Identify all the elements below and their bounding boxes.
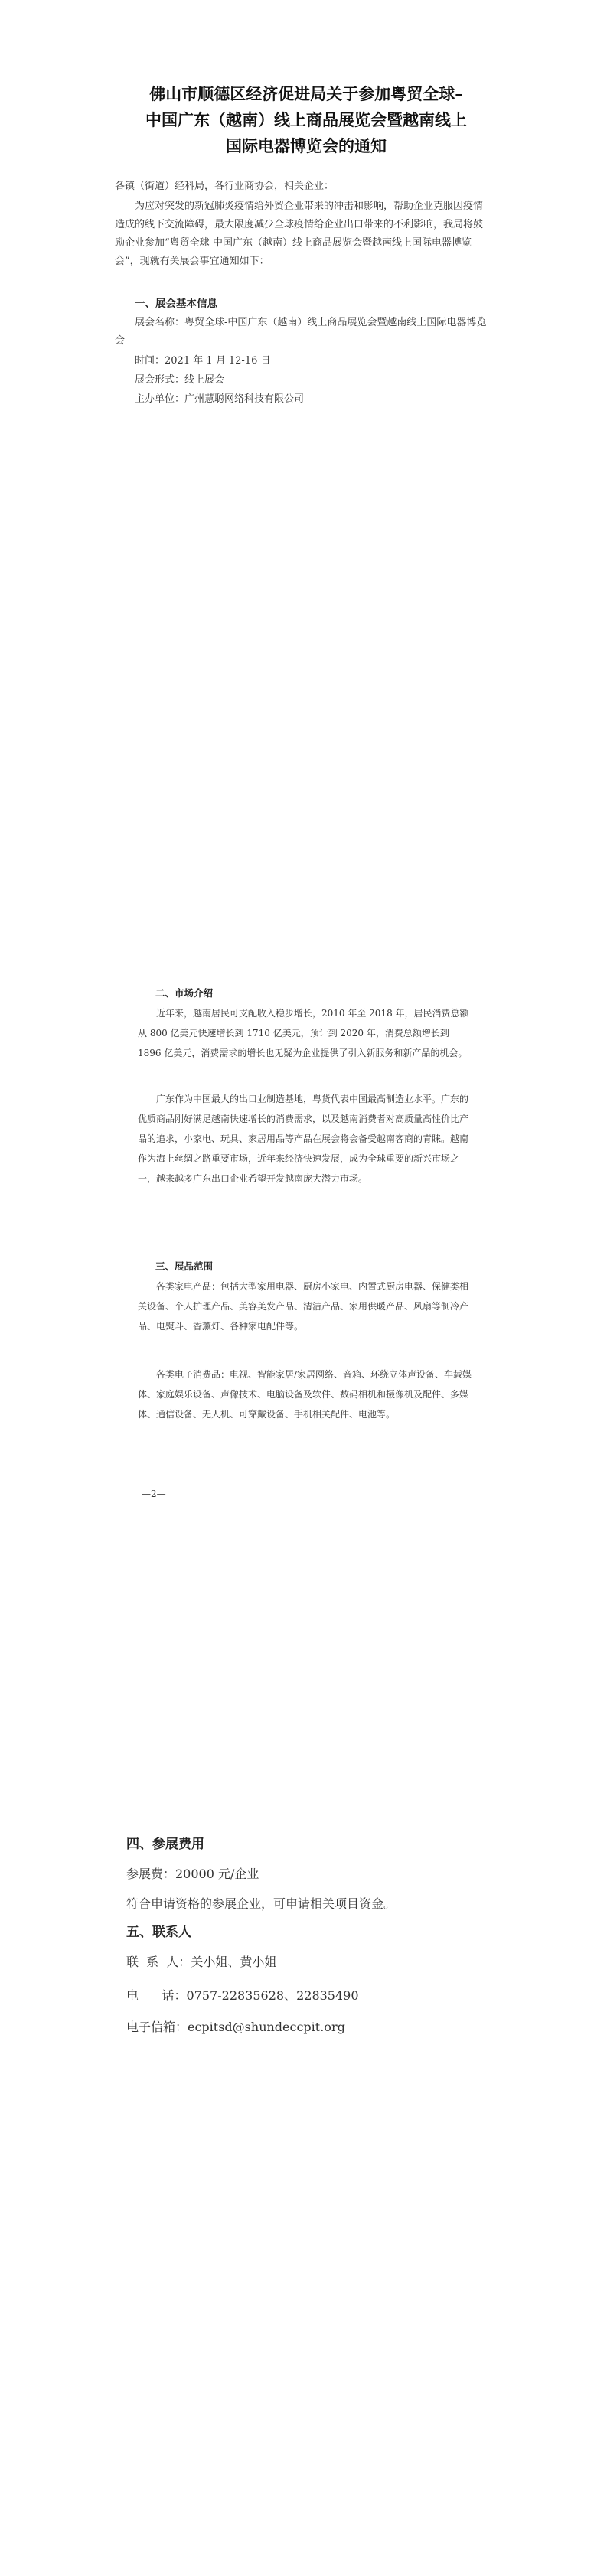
salutation: 各镇（街道）经科局，各行业商协会，相关企业：	[115, 181, 335, 192]
exhibition-name: 展会名称：粤贸全球-中国广东（越南）线上商品展览会暨越南线上国际电器博览会	[115, 317, 487, 347]
exhibition-time: 时间：2021 年 1 月 12-16 日	[135, 355, 271, 367]
exhibition-organizer: 主办单位：广州慧聪网络科技有限公司	[135, 393, 305, 405]
section-4-heading: 四、参展费用	[126, 1837, 204, 1852]
phone-line: 电 话：0757-22835628、22835490	[126, 1988, 359, 2003]
contact-line: 联 系 人：关小姐、黄小姐	[126, 1955, 277, 1969]
title-line-3: 国际电器博览会的通知	[226, 136, 387, 155]
section-5-heading: 五、联系人	[126, 1925, 191, 1940]
document-title	[115, 81, 498, 159]
intro-paragraph: 为应对突发的新冠肺炎疫情给外贸企业带来的冲击和影响，帮助企业克服因疫情造成的线下交流障碍，最大限度减少全球疫情给企业出口带来的不利影响，我局将鼓励企业参加“粤贸全球-中国广东（越南）线上商品展览会暨越南线上国际电器博览会”，现就有关展会事宜通知如下：	[115, 201, 484, 267]
fee-line: 参展费：20000 元/企业	[126, 1867, 259, 1881]
scope-paragraph-1: 各类家电产品：包括大型家用电器、厨房小家电、内置式厨房电器、保健类相关设备、个人护理产品、美容美发产品、清洁产品、家用供暖产品、风扇等制冷产品、电熨斗、香薰灯、各种家电配件等。	[138, 1281, 469, 1332]
market-paragraph-2: 广东作为中国最大的出口业制造基地，粤货代表中国最高制造业水平。广东的优质商品刚好满足越南快速增长的消费需求，以及越南消费者对高质量高性价比产品的追求，小家电、玩具、家居用品等产品在展会将会备受越南客商的青睐。越南作为海上丝绸之路重要市场，近年来经济快速发展，成为全球重要的新兴市场之一，越来越多广东出口企业希望开发越南庞大潜力市场。	[138, 1094, 469, 1184]
exhibition-format: 展会形式：线上展会	[135, 374, 225, 386]
title-line-1: 佛山市顺德区经济促进局关于参加粤贸全球–	[149, 84, 463, 103]
scope-paragraph-2: 各类电子消费品：电视、智能家居/家居网络、音箱、环绕立体声设备、车载媒体、家庭娱乐设备、声像技术、电脑设备及软件、数码相机和摄像机及配件、多媒体、通信设备、无人机、可穿戴设备、手机相关配件、电池等。	[138, 1369, 472, 1420]
section-3-heading: 三、展品范围	[155, 1260, 214, 1272]
market-paragraph-1: 近年来，越南居民可支配收入稳步增长，2010 年至 2018 年，居民消费总额从 800 亿美元快速增长到 1710 亿美元，预计到 2020 年，消费总额增长到 1896 亿美元，消费需求的增长也无疑为企业提供了引入新服务和新产品的机会。	[138, 1008, 469, 1058]
title-line-2: 中国广东（越南）线上商品展览会暨越南线上	[145, 110, 467, 129]
page-number: —2—	[142, 1489, 166, 1499]
section-1-heading: 一、展会基本信息	[135, 298, 217, 310]
email-line: 电子信箱：ecpitsd@shundeccpit.org	[126, 2020, 345, 2034]
section-2-heading: 二、市场介绍	[155, 987, 214, 999]
subsidy-line: 符合申请资格的参展企业，可申请相关项目资金。	[126, 1896, 397, 1911]
